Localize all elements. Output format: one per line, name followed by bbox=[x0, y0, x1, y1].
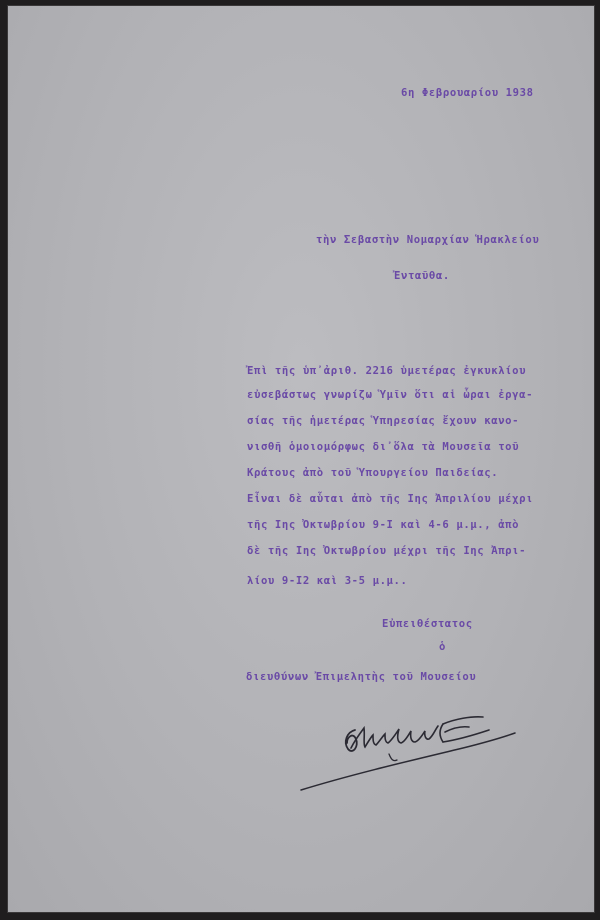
recipient-line-2: Ἐνταῦθα. bbox=[394, 270, 450, 282]
closing-article: ὁ bbox=[439, 641, 446, 653]
body-line: Ἐπὶ τῆς ὑπ᾽ἀριθ. 2216 ὑμετέρας ἐγκυκλίου bbox=[247, 365, 527, 377]
closing-salutation: Εὐπειθέστατος bbox=[382, 618, 473, 630]
letter-date: 6η Φεβρουαρίου 1938 bbox=[401, 87, 534, 99]
body-line: νισθῆ ὁμοιομόρφως δι᾽ὅλα τὰ Μουσεῖα τοῦ bbox=[247, 441, 520, 453]
body-line: σίας τῆς ἡμετέρας Ὑπηρεσίας ἔχουν κανο- bbox=[247, 415, 520, 427]
letter-page bbox=[8, 6, 594, 912]
recipient-line-1: τὴν Σεβαστὴν Νομαρχίαν Ἡρακλείου bbox=[316, 234, 540, 246]
body-line: δὲ τῆς Ιης Ὀκτωβρίου μέχρι τῆς Ιης Ἀπρι- bbox=[247, 545, 527, 557]
handwritten-signature bbox=[293, 702, 523, 797]
body-line: λίου 9-Ι2 καὶ 3-5 μ.μ.. bbox=[247, 575, 408, 587]
body-line: τῆς Ιης Ὀκτωβρίου 9-Ι καὶ 4-6 μ.μ., ἀπὸ bbox=[247, 519, 520, 531]
body-line: εὐσεβάστως γνωρίζω Ὑμῖν ὅτι αἱ ὧραι ἐργα- bbox=[247, 389, 534, 401]
body-line: Κράτους ἀπὸ τοῦ Ὑπουργείου Παιδείας. bbox=[247, 467, 499, 479]
closing-title: διευθύνων Ἐπιμελητὴς τοῦ Μουσείου bbox=[246, 671, 477, 683]
body-line: Εἶναι δὲ αὗται ἀπὸ τῆς Ιης Ἀπριλίου μέχρι bbox=[247, 493, 534, 505]
